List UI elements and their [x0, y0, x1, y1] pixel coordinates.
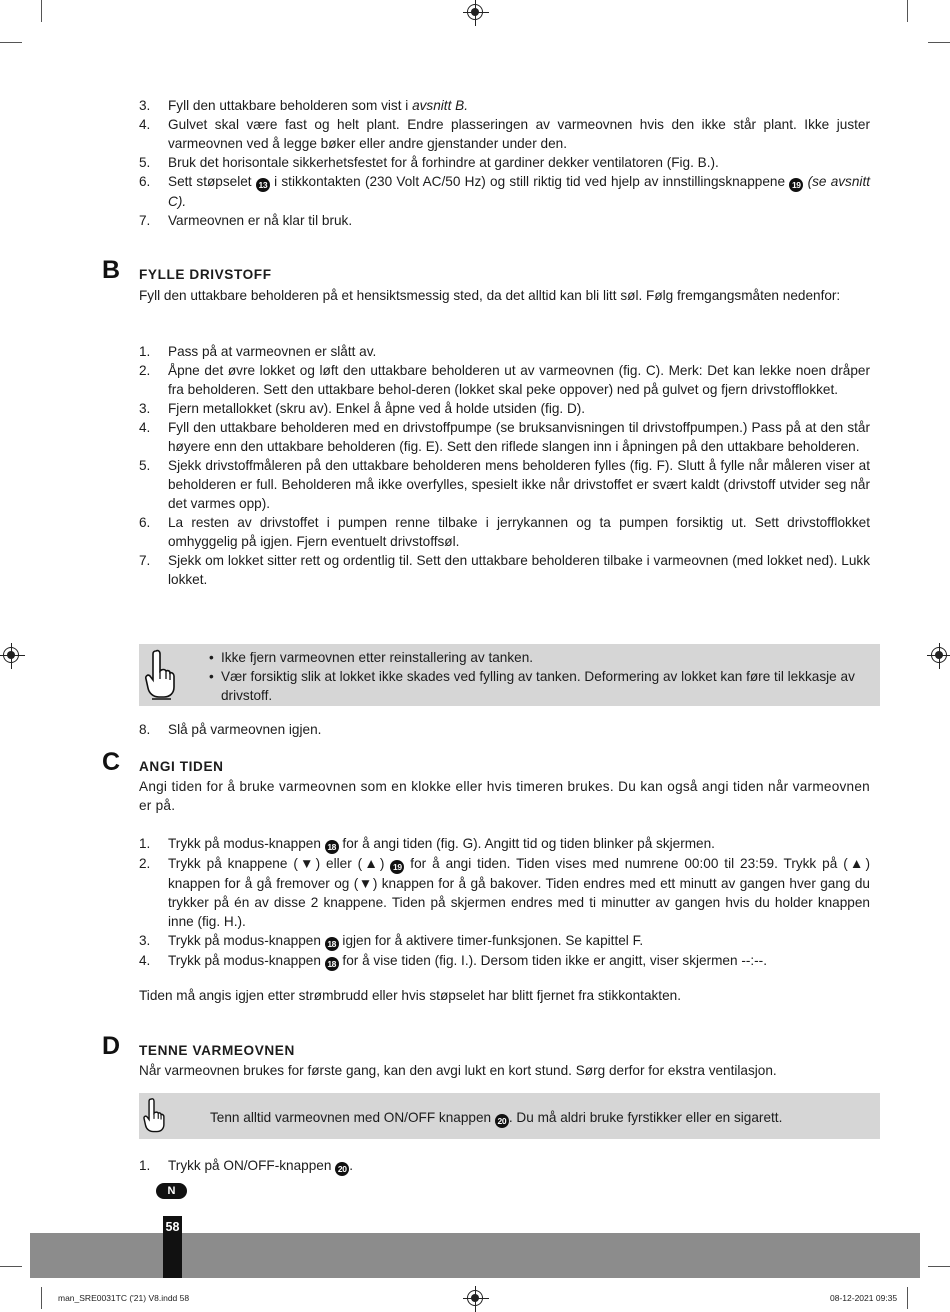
part-number-badge: 18 — [325, 937, 339, 951]
list-item: 1. Pass på at varmeovnen er slått av. — [139, 344, 377, 359]
list-item: 4. Gulvet skal være fast og helt plant. Endre plasseringen av varmeovnen hvis den ikke står plant. Ikke juster varmeovnen ved å legge bøker eller andre gjenstander under den. — [139, 117, 870, 151]
crop-mark — [0, 1266, 22, 1267]
part-number-badge: 19 — [789, 178, 803, 192]
list-item: 2. Åpne det øvre lokket og løft den uttakbare beholderen ut av varmeovnen (fig. C). Merk: Det kan lekke noen dråper fra beholderen. Sett den uttakbare behol-deren (lokket skal peke oppover) ned på gulvet og fjern drivstofflokket. — [139, 363, 870, 397]
list-item: 3. Fyll den uttakbare beholderen som vist i avsnitt B. — [139, 98, 468, 113]
registration-mark-icon — [3, 647, 19, 663]
list-item: 7. Varmeovnen er nå klar til bruk. — [139, 213, 353, 228]
section-title: ANGI TIDEN — [139, 759, 224, 774]
section-b-list — [139, 342, 870, 589]
crop-mark — [41, 0, 42, 22]
section-letter: C — [102, 748, 121, 776]
warning-note — [139, 644, 880, 706]
section-c-list — [139, 834, 870, 971]
list-item: 2. Trykk på knappene (▼) eller (▲) 19 for å angi tiden. Tiden vises med numrene 00:00 til 23:59. Trykk på (▲) knappen for å gå fremover og (▼) knappen for å gå bakover. Tiden endres med ett minutt av gangen hver gang du trykker på én av disse 2 knappene. Tiden på skjermen endres med ti minutter av gangen hvis du holder knappen inne (fig. H.). — [139, 856, 870, 929]
section-title: TENNE VARMEOVNEN — [139, 1043, 295, 1058]
part-number-badge: 20 — [495, 1114, 509, 1128]
part-number-badge: 18 — [325, 840, 339, 854]
pointing-hand-icon — [142, 1097, 166, 1135]
section-intro: Angi tiden for å bruke varmeovnen som en klokke eller hvis timeren brukes. Du kan også angi tiden når varmeovnen er på. — [139, 779, 870, 813]
page-number: 58 — [163, 1216, 182, 1278]
section-intro: Fyll den uttakbare beholderen på et hensiktsmessig sted, da det alltid kan bli litt søl. Følg fremgangsmåten nedenfor: — [139, 288, 841, 303]
pointing-hand-icon — [143, 649, 177, 701]
part-number-badge: 19 — [390, 860, 404, 874]
section-b-list-cont — [139, 720, 870, 739]
registration-mark-icon — [467, 1290, 483, 1306]
list-item: 1. Trykk på ON/OFF-knappen 20 . — [139, 1158, 353, 1174]
note-item: • Vær forsiktig slik at lokket ikke skades ved fylling av tanken. Deformering av lokket kan føre til lekkasje av drivstoff. — [209, 667, 866, 705]
part-number-badge: 18 — [325, 957, 339, 971]
list-item: 4. Fyll den uttakbare beholderen med en drivstoffpumpe (se bruksanvisningen til drivstoffpumpen.) Pass på at den står høyere enn den uttakbare beholderen (fig. E). Sett den riflede slangen inn i åpningen på den uttakbare beholderen. — [139, 420, 870, 454]
list-item: 8. Slå på varmeovnen igjen. — [139, 722, 322, 737]
section-a-list — [139, 96, 870, 230]
crop-mark — [928, 42, 950, 43]
list-item: 6. La resten av drivstoffet i pumpen renne tilbake i jerrykannen og ta pumpen forsiktig ut. Sett drivstofflokket omhyggelig på igjen. Fjern eventuelt drivstoffsøl. — [139, 515, 870, 549]
list-item: 5. Sjekk drivstoffmåleren på den uttakbare beholderen mens beholderen fylles (fig. F). Slutt å fylle når måleren viser at beholderen er full. Beholderen må ikke overfylles, spesielt ikke når drivstoffet er svært kaldt (drivstoff utvider seg når det varmes opp). — [139, 458, 870, 511]
crop-mark — [41, 1287, 42, 1309]
section-letter: B — [102, 256, 121, 284]
note-text: Tenn alltid varmeovnen med ON/OFF knappen 20 . Du må aldri bruke fyrstikker eller en sigarett. — [210, 1110, 783, 1126]
crop-mark — [0, 42, 22, 43]
crop-mark — [907, 0, 908, 22]
registration-mark-icon — [467, 4, 483, 20]
section-intro: Når varmeovnen brukes for første gang, kan den avgi lukt en kort stund. Sørg derfor for ekstra ventilasjon. — [139, 1063, 777, 1078]
list-item: 3. Fjern metallokket (skru av). Enkel å åpne ved å holde utsiden (fig. D). — [139, 401, 586, 416]
registration-mark-icon — [931, 647, 947, 663]
crop-mark — [907, 1287, 908, 1309]
print-date: 08-12-2021 09:35 — [830, 1293, 898, 1303]
list-item: 7. Sjekk om lokket sitter rett og ordentlig til. Sett den uttakbare beholderen tilbake i varmeovnen (med lokket ned). Lukk lokket. — [139, 553, 870, 587]
section-outro: Tiden må angis igjen etter strømbrudd eller hvis støpselet har blitt fjernet fra stikkontakten. — [139, 988, 681, 1003]
language-badge: N — [156, 1183, 187, 1199]
print-slug: man_SRE0031TC ('21) V8.indd 58 — [58, 1293, 190, 1303]
list-item: 3. Trykk på modus-knappen 18 igjen for å aktivere timer-funksjonen. Se kapittel F. — [139, 933, 644, 949]
part-number-badge: 20 — [335, 1162, 349, 1176]
list-item: 5. Bruk det horisontale sikkerhetsfestet for å forhindre at gardiner dekker ventilatoren (Fig. B.). — [139, 155, 719, 170]
warning-note — [139, 1093, 880, 1139]
list-item: 1. Trykk på modus-knappen 18 for å angi tiden (fig. G). Angitt tid og tiden blinker på skjermen. — [139, 836, 715, 852]
section-d-list — [139, 1156, 870, 1176]
part-number-badge: 13 — [256, 178, 270, 192]
list-item: 6. Sett støpselet 13 i stikkontakten (230 Volt AC/50 Hz) og still riktig tid ved hjelp av innstillingsknappene 19 (se avsnitt C). — [139, 174, 870, 209]
crop-mark — [928, 1266, 950, 1267]
section-title: FYLLE DRIVSTOFF — [139, 267, 272, 282]
section-letter: D — [102, 1032, 121, 1060]
note-item: • Ikke fjern varmeovnen etter reinstallering av tanken. — [209, 648, 866, 667]
list-item: 4. Trykk på modus-knappen 18 for å vise tiden (fig. I.). Dersom tiden ikke er angitt, viser skjermen --:--. — [139, 953, 767, 969]
note-list — [209, 648, 866, 705]
